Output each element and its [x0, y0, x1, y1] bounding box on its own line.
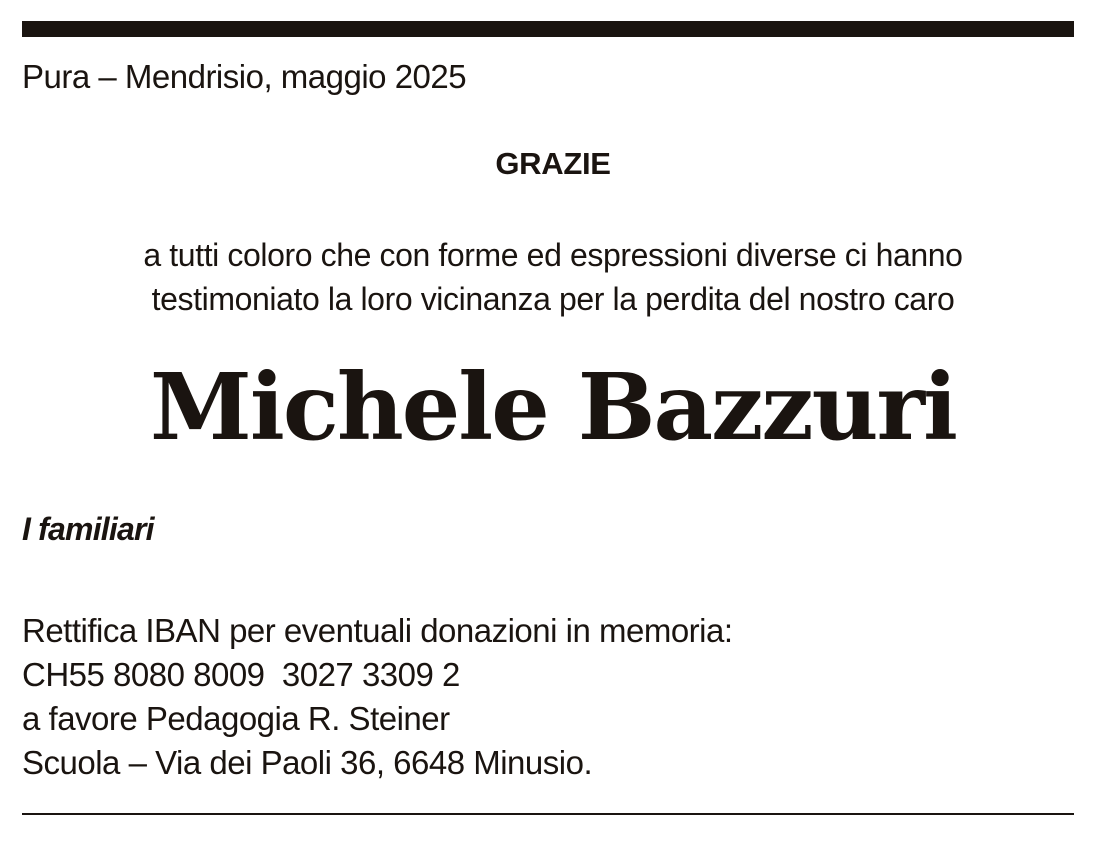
- dateline: Pura – Mendrisio, maggio 2025: [22, 58, 467, 95]
- notice-line-1: Rettifica IBAN per eventuali donazioni in memoria:: [22, 612, 733, 649]
- iban-number: CH55 8080 8009 3027 3309 2: [22, 656, 460, 693]
- notice-line-3: a favore Pedagogia R. Steiner: [22, 700, 450, 737]
- notice-line-4: Scuola – Via dei Paoli 36, 6648 Minusio.: [22, 744, 593, 781]
- message-line-1: a tutti coloro che con forme ed espressioni diverse ci hanno: [143, 237, 963, 273]
- thank-you-message: [0, 233, 1106, 321]
- heading-grazie: GRAZIE: [495, 146, 611, 181]
- bottom-rule: [22, 813, 1074, 815]
- top-rule: [22, 21, 1074, 37]
- message-line-2: testimoniato la loro vicinanza per la perdita del nostro caro: [151, 281, 955, 317]
- donation-notice: [22, 609, 733, 785]
- signature: I familiari: [22, 511, 154, 547]
- deceased-name: Michele Bazzuri: [150, 353, 956, 461]
